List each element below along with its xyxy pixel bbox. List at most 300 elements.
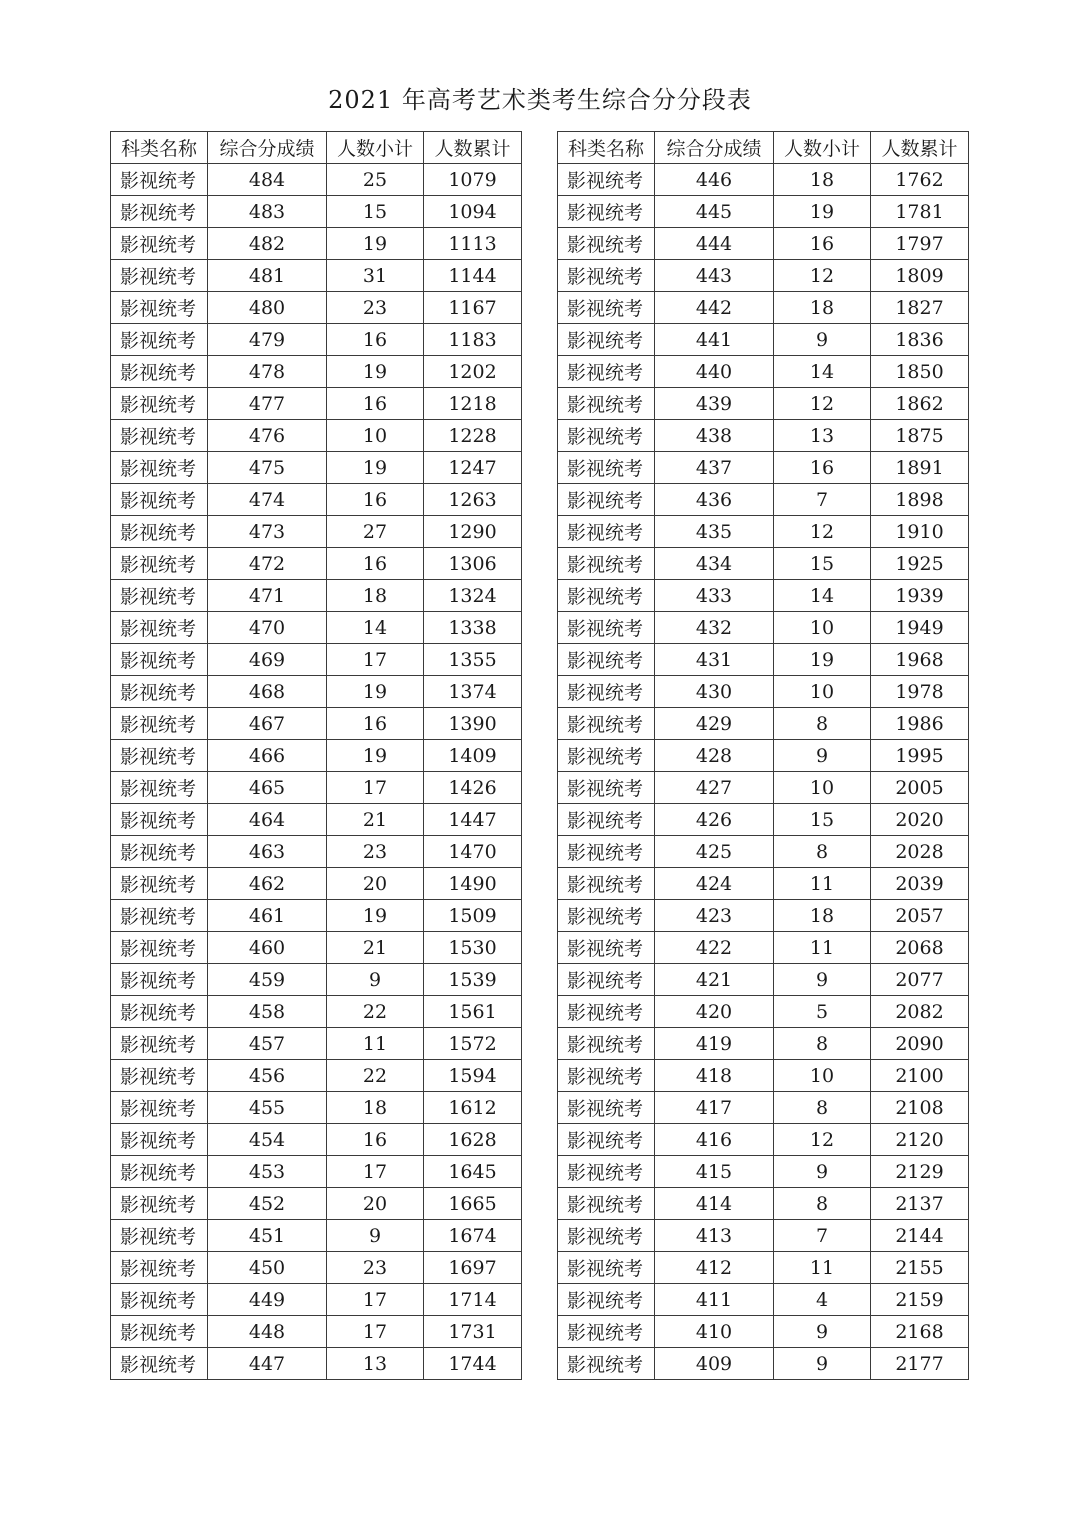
cell-cumulative: 1167 [424, 292, 522, 324]
table-row [111, 196, 522, 228]
cell-category: 影视统考 [558, 1316, 655, 1348]
cell-cumulative: 2028 [871, 836, 969, 868]
cell-cumulative: 1594 [424, 1060, 522, 1092]
cell-category: 影视统考 [111, 196, 208, 228]
cell-score: 462 [208, 868, 327, 900]
page-title: 2021 年高考艺术类考生综合分分段表 [328, 86, 752, 114]
cell-score: 429 [655, 708, 774, 740]
cell-count: 10 [774, 612, 871, 644]
table-row [558, 420, 969, 452]
cell-cumulative: 1183 [424, 324, 522, 356]
table-row [558, 1348, 969, 1380]
cell-score: 426 [655, 804, 774, 836]
table-row [111, 708, 522, 740]
table-row [111, 516, 522, 548]
cell-cumulative: 1202 [424, 356, 522, 388]
cell-cumulative: 2039 [871, 868, 969, 900]
cell-score: 412 [655, 1252, 774, 1284]
cell-score: 472 [208, 548, 327, 580]
cell-count: 18 [774, 900, 871, 932]
cell-category: 影视统考 [558, 1188, 655, 1220]
cell-category: 影视统考 [111, 324, 208, 356]
cell-score: 409 [655, 1348, 774, 1380]
cell-score: 470 [208, 612, 327, 644]
cell-category: 影视统考 [558, 260, 655, 292]
cell-category: 影视统考 [111, 452, 208, 484]
table-row [558, 708, 969, 740]
cell-score: 435 [655, 516, 774, 548]
header-score: 综合分成绩 [208, 132, 327, 164]
table-row [558, 548, 969, 580]
cell-score: 464 [208, 804, 327, 836]
cell-score: 442 [655, 292, 774, 324]
cell-cumulative: 1306 [424, 548, 522, 580]
cell-score: 478 [208, 356, 327, 388]
table-row [558, 1316, 969, 1348]
cell-category: 影视统考 [558, 1156, 655, 1188]
table-row [558, 1092, 969, 1124]
cell-score: 457 [208, 1028, 327, 1060]
cell-count: 9 [774, 1156, 871, 1188]
table-row [111, 964, 522, 996]
cell-cumulative: 1094 [424, 196, 522, 228]
cell-count: 15 [327, 196, 424, 228]
cell-category: 影视统考 [558, 1092, 655, 1124]
table-row [558, 1284, 969, 1316]
cell-category: 影视统考 [111, 1156, 208, 1188]
cell-score: 432 [655, 612, 774, 644]
cell-score: 436 [655, 484, 774, 516]
cell-category: 影视统考 [111, 804, 208, 836]
cell-score: 481 [208, 260, 327, 292]
header-category: 科类名称 [558, 132, 655, 164]
cell-cumulative: 1714 [424, 1284, 522, 1316]
cell-cumulative: 2100 [871, 1060, 969, 1092]
cell-category: 影视统考 [111, 708, 208, 740]
cell-count: 19 [327, 228, 424, 260]
cell-cumulative: 1809 [871, 260, 969, 292]
cell-score: 453 [208, 1156, 327, 1188]
header-category: 科类名称 [111, 132, 208, 164]
cell-category: 影视统考 [111, 1348, 208, 1380]
table-row [558, 260, 969, 292]
cell-score: 428 [655, 740, 774, 772]
cell-score: 418 [655, 1060, 774, 1092]
header-cumulative: 人数累计 [424, 132, 522, 164]
cell-count: 20 [327, 1188, 424, 1220]
cell-count: 9 [774, 1348, 871, 1380]
cell-cumulative: 1968 [871, 644, 969, 676]
table-row [558, 900, 969, 932]
cell-count: 12 [774, 260, 871, 292]
table-row [111, 1188, 522, 1220]
cell-count: 13 [774, 420, 871, 452]
cell-category: 影视统考 [111, 676, 208, 708]
cell-cumulative: 1925 [871, 548, 969, 580]
cell-score: 410 [655, 1316, 774, 1348]
cell-cumulative: 1910 [871, 516, 969, 548]
cell-score: 475 [208, 452, 327, 484]
table-row [558, 1156, 969, 1188]
cell-category: 影视统考 [558, 868, 655, 900]
cell-cumulative: 1781 [871, 196, 969, 228]
cell-score: 413 [655, 1220, 774, 1252]
cell-score: 466 [208, 740, 327, 772]
table-row [111, 580, 522, 612]
cell-count: 15 [774, 548, 871, 580]
cell-score: 414 [655, 1188, 774, 1220]
cell-count: 9 [774, 740, 871, 772]
cell-category: 影视统考 [111, 292, 208, 324]
table-row [558, 1220, 969, 1252]
cell-category: 影视统考 [558, 1124, 655, 1156]
cell-category: 影视统考 [558, 836, 655, 868]
cell-score: 480 [208, 292, 327, 324]
cell-cumulative: 1995 [871, 740, 969, 772]
cell-count: 7 [774, 1220, 871, 1252]
cell-category: 影视统考 [111, 964, 208, 996]
cell-cumulative: 2159 [871, 1284, 969, 1316]
cell-cumulative: 1949 [871, 612, 969, 644]
cell-cumulative: 1572 [424, 1028, 522, 1060]
table-row [111, 1348, 522, 1380]
table-row [111, 164, 522, 196]
cell-category: 影视统考 [558, 356, 655, 388]
cell-category: 影视统考 [558, 1028, 655, 1060]
cell-score: 433 [655, 580, 774, 612]
cell-count: 10 [774, 772, 871, 804]
cell-score: 448 [208, 1316, 327, 1348]
cell-score: 465 [208, 772, 327, 804]
cell-category: 影视统考 [111, 1252, 208, 1284]
cell-category: 影视统考 [111, 1060, 208, 1092]
table-row [111, 260, 522, 292]
table-row [558, 228, 969, 260]
cell-count: 31 [327, 260, 424, 292]
cell-category: 影视统考 [558, 1284, 655, 1316]
cell-cumulative: 1797 [871, 228, 969, 260]
table-row [111, 676, 522, 708]
cell-count: 23 [327, 292, 424, 324]
cell-category: 影视统考 [111, 1124, 208, 1156]
cell-cumulative: 1645 [424, 1156, 522, 1188]
table-row [111, 420, 522, 452]
cell-count: 25 [327, 164, 424, 196]
cell-cumulative: 2168 [871, 1316, 969, 1348]
cell-score: 461 [208, 900, 327, 932]
cell-count: 18 [774, 292, 871, 324]
cell-category: 影视统考 [111, 548, 208, 580]
cell-category: 影视统考 [111, 1316, 208, 1348]
table-row [558, 580, 969, 612]
cell-count: 10 [774, 1060, 871, 1092]
cell-count: 27 [327, 516, 424, 548]
cell-score: 434 [655, 548, 774, 580]
cell-cumulative: 1875 [871, 420, 969, 452]
cell-category: 影视统考 [558, 1060, 655, 1092]
cell-cumulative: 1409 [424, 740, 522, 772]
table-row [111, 1028, 522, 1060]
cell-category: 影视统考 [558, 964, 655, 996]
cell-cumulative: 1665 [424, 1188, 522, 1220]
table-row [111, 484, 522, 516]
cell-category: 影视统考 [111, 1220, 208, 1252]
cell-score: 458 [208, 996, 327, 1028]
cell-score: 452 [208, 1188, 327, 1220]
cell-count: 8 [774, 1188, 871, 1220]
cell-category: 影视统考 [111, 740, 208, 772]
table-row [111, 772, 522, 804]
cell-count: 8 [774, 708, 871, 740]
cell-count: 16 [774, 452, 871, 484]
cell-category: 影视统考 [558, 644, 655, 676]
cell-score: 430 [655, 676, 774, 708]
cell-count: 22 [327, 1060, 424, 1092]
cell-score: 438 [655, 420, 774, 452]
cell-score: 473 [208, 516, 327, 548]
cell-category: 影视统考 [111, 164, 208, 196]
cell-category: 影视统考 [558, 228, 655, 260]
cell-score: 456 [208, 1060, 327, 1092]
cell-category: 影视统考 [111, 388, 208, 420]
cell-cumulative: 1762 [871, 164, 969, 196]
table-row [558, 324, 969, 356]
cell-count: 10 [774, 676, 871, 708]
cell-cumulative: 1731 [424, 1316, 522, 1348]
cell-count: 19 [774, 196, 871, 228]
cell-cumulative: 2144 [871, 1220, 969, 1252]
cell-category: 影视统考 [558, 196, 655, 228]
cell-cumulative: 2108 [871, 1092, 969, 1124]
cell-count: 9 [327, 1220, 424, 1252]
cell-category: 影视统考 [558, 484, 655, 516]
cell-score: 474 [208, 484, 327, 516]
cell-score: 463 [208, 836, 327, 868]
cell-cumulative: 1530 [424, 932, 522, 964]
cell-score: 411 [655, 1284, 774, 1316]
cell-cumulative: 1228 [424, 420, 522, 452]
table-row [111, 388, 522, 420]
cell-score: 467 [208, 708, 327, 740]
cell-cumulative: 1290 [424, 516, 522, 548]
cell-count: 23 [327, 1252, 424, 1284]
cell-category: 影视统考 [111, 356, 208, 388]
cell-score: 422 [655, 932, 774, 964]
cell-count: 18 [774, 164, 871, 196]
cell-cumulative: 1426 [424, 772, 522, 804]
table-row [558, 196, 969, 228]
cell-count: 10 [327, 420, 424, 452]
cell-count: 8 [774, 1092, 871, 1124]
table-row [111, 804, 522, 836]
cell-score: 440 [655, 356, 774, 388]
cell-score: 459 [208, 964, 327, 996]
cell-count: 13 [327, 1348, 424, 1380]
cell-score: 416 [655, 1124, 774, 1156]
cell-score: 460 [208, 932, 327, 964]
cell-cumulative: 2137 [871, 1188, 969, 1220]
cell-cumulative: 1827 [871, 292, 969, 324]
cell-score: 477 [208, 388, 327, 420]
cell-cumulative: 1218 [424, 388, 522, 420]
cell-cumulative: 1113 [424, 228, 522, 260]
cell-cumulative: 1898 [871, 484, 969, 516]
cell-cumulative: 1263 [424, 484, 522, 516]
cell-cumulative: 1978 [871, 676, 969, 708]
cell-cumulative: 2020 [871, 804, 969, 836]
table-row [558, 996, 969, 1028]
cell-score: 439 [655, 388, 774, 420]
cell-count: 20 [327, 868, 424, 900]
table-row [111, 996, 522, 1028]
cell-count: 5 [774, 996, 871, 1028]
cell-cumulative: 2129 [871, 1156, 969, 1188]
cell-score: 431 [655, 644, 774, 676]
cell-count: 16 [327, 548, 424, 580]
cell-category: 影视统考 [558, 740, 655, 772]
table-row [558, 1060, 969, 1092]
cell-cumulative: 1697 [424, 1252, 522, 1284]
cell-cumulative: 1939 [871, 580, 969, 612]
cell-score: 417 [655, 1092, 774, 1124]
cell-count: 16 [327, 484, 424, 516]
cell-count: 18 [327, 1092, 424, 1124]
score-table-right [557, 131, 969, 1380]
cell-category: 影视统考 [111, 260, 208, 292]
cell-category: 影视统考 [111, 836, 208, 868]
cell-count: 19 [327, 452, 424, 484]
table-row [558, 356, 969, 388]
cell-score: 441 [655, 324, 774, 356]
cell-count: 15 [774, 804, 871, 836]
cell-count: 17 [327, 1284, 424, 1316]
cell-count: 4 [774, 1284, 871, 1316]
table-row [558, 804, 969, 836]
cell-cumulative: 1374 [424, 676, 522, 708]
cell-score: 427 [655, 772, 774, 804]
cell-cumulative: 1079 [424, 164, 522, 196]
cell-score: 424 [655, 868, 774, 900]
cell-count: 14 [774, 580, 871, 612]
cell-category: 影视统考 [558, 1252, 655, 1284]
cell-score: 454 [208, 1124, 327, 1156]
cell-count: 12 [774, 516, 871, 548]
header-row [111, 132, 522, 164]
cell-count: 9 [327, 964, 424, 996]
cell-count: 11 [774, 1252, 871, 1284]
cell-count: 19 [774, 644, 871, 676]
cell-cumulative: 1144 [424, 260, 522, 292]
table-row [558, 516, 969, 548]
cell-score: 415 [655, 1156, 774, 1188]
table-row [558, 164, 969, 196]
cell-count: 19 [327, 356, 424, 388]
score-table-left [110, 131, 522, 1380]
cell-count: 19 [327, 676, 424, 708]
cell-score: 446 [655, 164, 774, 196]
cell-count: 16 [327, 324, 424, 356]
cell-category: 影视统考 [111, 484, 208, 516]
table-row [558, 676, 969, 708]
table-row [111, 292, 522, 324]
cell-count: 7 [774, 484, 871, 516]
header-count: 人数小计 [327, 132, 424, 164]
cell-count: 14 [774, 356, 871, 388]
cell-cumulative: 1674 [424, 1220, 522, 1252]
table-row [558, 868, 969, 900]
cell-score: 482 [208, 228, 327, 260]
cell-count: 12 [774, 1124, 871, 1156]
cell-category: 影视统考 [111, 516, 208, 548]
cell-score: 471 [208, 580, 327, 612]
cell-count: 16 [327, 1124, 424, 1156]
cell-category: 影视统考 [558, 388, 655, 420]
cell-count: 16 [327, 388, 424, 420]
table-row [111, 452, 522, 484]
cell-category: 影视统考 [111, 228, 208, 260]
cell-category: 影视统考 [111, 932, 208, 964]
cell-cumulative: 2155 [871, 1252, 969, 1284]
cell-cumulative: 1628 [424, 1124, 522, 1156]
table-row [558, 452, 969, 484]
table-row [111, 1284, 522, 1316]
cell-score: 469 [208, 644, 327, 676]
cell-category: 影视统考 [111, 644, 208, 676]
cell-cumulative: 2068 [871, 932, 969, 964]
table-row [111, 228, 522, 260]
table-row [558, 964, 969, 996]
cell-score: 476 [208, 420, 327, 452]
cell-cumulative: 1470 [424, 836, 522, 868]
cell-cumulative: 2177 [871, 1348, 969, 1380]
table-row [111, 612, 522, 644]
table-row [111, 644, 522, 676]
cell-cumulative: 1539 [424, 964, 522, 996]
table-row [111, 1220, 522, 1252]
cell-score: 437 [655, 452, 774, 484]
cell-cumulative: 1490 [424, 868, 522, 900]
cell-category: 影视统考 [558, 996, 655, 1028]
cell-score: 419 [655, 1028, 774, 1060]
table-row [558, 836, 969, 868]
table-row [111, 1060, 522, 1092]
cell-category: 影视统考 [111, 580, 208, 612]
cell-count: 16 [327, 708, 424, 740]
cell-count: 8 [774, 836, 871, 868]
table-row [111, 868, 522, 900]
table-row [558, 388, 969, 420]
cell-score: 443 [655, 260, 774, 292]
cell-score: 449 [208, 1284, 327, 1316]
cell-cumulative: 2082 [871, 996, 969, 1028]
cell-count: 17 [327, 644, 424, 676]
cell-cumulative: 2077 [871, 964, 969, 996]
cell-category: 影视统考 [558, 516, 655, 548]
cell-cumulative: 1862 [871, 388, 969, 420]
table-row [558, 1124, 969, 1156]
cell-score: 451 [208, 1220, 327, 1252]
cell-score: 484 [208, 164, 327, 196]
cell-cumulative: 1986 [871, 708, 969, 740]
cell-cumulative: 1355 [424, 644, 522, 676]
cell-count: 21 [327, 804, 424, 836]
header-count: 人数小计 [774, 132, 871, 164]
cell-score: 420 [655, 996, 774, 1028]
cell-cumulative: 1509 [424, 900, 522, 932]
cell-category: 影视统考 [558, 612, 655, 644]
cell-category: 影视统考 [558, 452, 655, 484]
cell-cumulative: 1338 [424, 612, 522, 644]
